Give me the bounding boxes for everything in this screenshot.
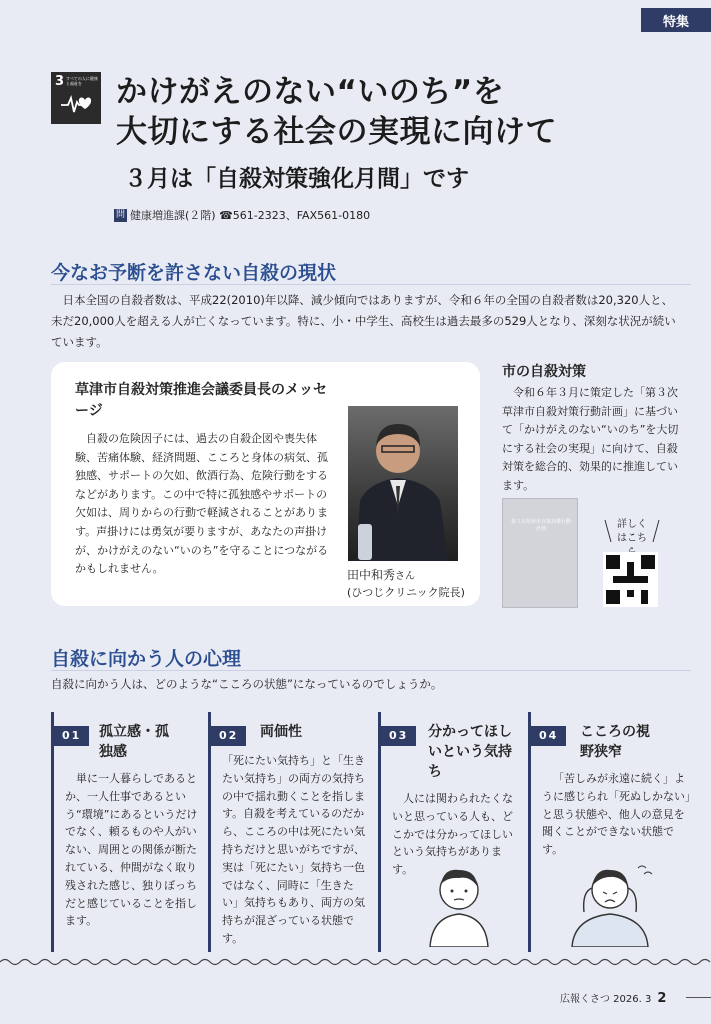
city-body: 令和６年３月に策定した「第３次草津市自殺対策行動計画」に基づいて「かけがえのない“いのち”を大切にする社会の実現」に向けて、自殺対策を総合的、効果的に推進しています。: [502, 386, 679, 492]
item-body: 「死にたい気持ち」と「生きたい気持ち」の両方の気持ちの中で揺れ動くことを指します。自殺を考えているのだから、こころの中は死にたい気持ちだけと思いがちですが、実は「死にたい」気持ち一色ではなく、同時に「生きたい」気持ちもあり、両方の気持ちが混ざっている状態です。: [222, 754, 365, 945]
contact-text: 健康増進課(２階) ☎561-2323、FAX561-0180: [130, 209, 371, 222]
footer-rule: [686, 997, 711, 998]
item-number: 04: [531, 726, 566, 746]
portrait-photo: [348, 406, 458, 561]
section-divider: [51, 670, 691, 671]
speaker-affiliation: (ひつじクリニック院長): [347, 586, 465, 599]
sdg-number: 3: [55, 74, 65, 89]
booklet-title: 第３次草津市自殺対策行動計画: [510, 519, 571, 532]
item-body: 人には関わられたくないと思っている人も、どこかでは分かってほしいという気持ちがあります。: [392, 792, 513, 877]
item-number: 01: [54, 726, 89, 746]
qr-code[interactable]: [603, 552, 658, 607]
psychology-intro: 自殺に向かう人は、どのような“こころの状態”になっているのでしょうか。: [51, 677, 443, 691]
thoughtful-person-illustration: [424, 862, 494, 947]
psychology-item-2: [208, 712, 368, 957]
message-heading: 草津市自殺対策推進会議委員長のメッセージ: [75, 382, 327, 419]
plan-booklet-cover: [502, 498, 578, 608]
title-line-2: 大切にする社会の実現に向けて: [116, 114, 557, 150]
psychology-item-4: [528, 712, 698, 957]
detail-link-label: 詳しくはこち: [603, 518, 661, 560]
section-divider: [51, 284, 691, 285]
sdg-text: すべての人に健康と福祉を: [66, 76, 98, 86]
message-body: 自殺の危険因子には、過去の自殺企図や喪失体験、苦痛体験、経済問題、こころと身体の病気、孤独感、サポートの欠如、飲酒行為、危険行動をするなどがあります。この中で特に孤独感やサポートの欠如は、周りからの行動で軽減されることがあります。声掛けには勇気が要りますが、あなたの声掛けが、かけがえのない“いのち”を守ることにつながるかもしれません。: [75, 432, 329, 576]
current-status-paragraph: 日本全国の自殺者数は、平成22(2010)年以降、減少傾向ではありますが、令和６年の全国の自殺者数は20,320人と、未だ20,000人を超える人が亡くなっています。特に、小・中学生、高校生は過去最多の529人となり、深刻な状況が続いています。: [51, 293, 676, 349]
page-footer: [560, 990, 666, 1006]
sdg-goal-3-icon: [51, 72, 101, 124]
item-number: 02: [211, 726, 246, 746]
psychology-item-1: [51, 712, 201, 957]
speaker-name: 田中和秀さん: [347, 568, 416, 582]
publication-name: 広報くさつ 2026. 3: [560, 994, 652, 1005]
item-number: 03: [381, 726, 416, 746]
message-card: [51, 362, 480, 606]
distressed-person-illustration: [562, 862, 658, 947]
wave-divider: [0, 955, 711, 969]
item-title: こころの視野狭窄: [580, 724, 650, 760]
contact-info: [114, 207, 370, 223]
section-heading-psychology: 自殺に向かう人の心理: [51, 648, 242, 670]
inquiry-badge: 問: [115, 209, 125, 220]
heartbeat-icon: [59, 92, 93, 118]
psychology-item-3: [378, 712, 523, 957]
item-title: 分かってほしいという気持ち: [428, 724, 512, 780]
page-subtitle: ３月は「自殺対策強化月間」です: [124, 166, 469, 192]
item-title: 孤立感・孤独感: [99, 724, 169, 760]
item-body: 単に一人暮らしであるとか、一人仕事であるという“環境”にあるというだけでなく、頼るものや人がいない、周囲との関係が断たれている、仲間がなく取り残された感じ、独りぼっちだと感じていることを指します。: [65, 772, 198, 928]
page-number: 2: [657, 991, 667, 1006]
item-title: 両価性: [260, 724, 302, 740]
page-title: [116, 72, 557, 152]
feature-tag: 特集: [641, 8, 711, 32]
item-body: 「苦しみが永遠に続く」ように感じられ「死ぬしかない」と思う状態や、他人の意見を聞くことができない状態です。: [542, 772, 691, 857]
city-heading: 市の自殺対策: [502, 364, 586, 380]
title-line-1: かけがえのない“いのち”を: [116, 74, 505, 110]
section-heading-current-status: 今なお予断を許さない自殺の現状: [51, 262, 337, 284]
